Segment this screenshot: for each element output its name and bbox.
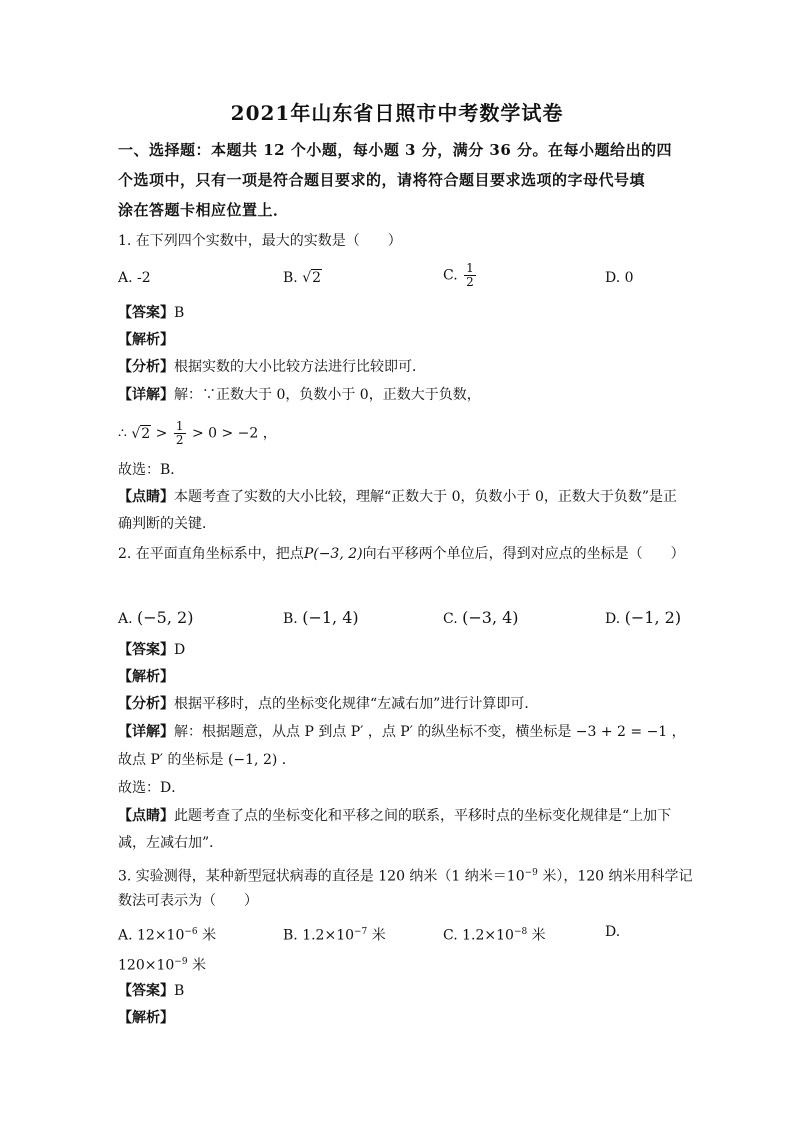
q3-analysis-heading: 【解析】 bbox=[118, 1010, 174, 1026]
q1-inequality-radicand: 2 bbox=[141, 425, 151, 442]
q2-stem bbox=[118, 544, 685, 564]
q3-option-d-unit: 米 bbox=[187, 957, 207, 974]
q1-fenxi-tag: 【分析】 bbox=[118, 359, 174, 375]
q3-option-a-label: A. bbox=[118, 927, 133, 944]
q1-answer-value: B bbox=[174, 305, 185, 321]
q3-option-c bbox=[443, 922, 546, 946]
q1-option-c-fraction bbox=[464, 262, 476, 289]
q2-xiangjie-line-2: 故点 P′ 的坐标是 (−1, 2) ． bbox=[118, 752, 296, 768]
q2-dianjing-tag: 【点睛】 bbox=[118, 808, 174, 824]
q2-fenxi-text: 根据平移时，点的坐标变化规律“左减右加”进行计算即可． bbox=[174, 696, 539, 712]
q2-option-d-label: D. bbox=[605, 611, 621, 627]
q2-fenxi-tag: 【分析】 bbox=[118, 696, 174, 712]
q2-option-d bbox=[605, 608, 681, 629]
q3-option-c-label: C. bbox=[443, 927, 458, 944]
q1-dianjing-line-2: 确判断的关键． bbox=[118, 516, 216, 532]
q2-option-a-value: (−5, 2) bbox=[137, 608, 194, 627]
q1-inequality-prefix: ∴ bbox=[118, 425, 127, 442]
q2-option-a-label: A. bbox=[118, 611, 133, 627]
q2-answer-value: D bbox=[174, 642, 186, 658]
q2-fenxi bbox=[118, 694, 538, 714]
q3-answer-tag: 【答案】 bbox=[118, 983, 174, 999]
q2-answer-tag: 【答案】 bbox=[118, 642, 174, 658]
q2-analysis-heading: 【解析】 bbox=[118, 669, 174, 685]
q1-guxuan: 故选：B． bbox=[118, 462, 185, 478]
q3-answer-value: B bbox=[174, 983, 185, 999]
q3-option-a-unit: 米 bbox=[197, 927, 217, 944]
q3-option-a-base: 12×10 bbox=[137, 927, 185, 944]
q1-analysis-heading: 【解析】 bbox=[118, 332, 174, 348]
q1-option-b-label: B. bbox=[283, 270, 298, 286]
q3-option-d bbox=[118, 952, 206, 976]
q2-guxuan: 故选：D． bbox=[118, 780, 186, 796]
section-heading-line-2: 个选项中，只有一项是符合题目要求的，请将符合题目要求选项的字母代号填 bbox=[118, 171, 646, 189]
q2-option-c-label: C. bbox=[443, 611, 458, 627]
q3-option-b bbox=[283, 922, 386, 946]
q1-option-b bbox=[283, 268, 322, 288]
q2-dianjing-text-1: 此题考查了点的坐标变化和平移之间的联系，平移时点的坐标变化规律是“上加下 bbox=[174, 808, 672, 824]
q3-option-b-unit: 米 bbox=[367, 927, 386, 944]
q3-option-a bbox=[118, 922, 216, 946]
q2-option-a bbox=[118, 608, 193, 629]
q1-dianjing-text-1: 本题考查了实数的大小比较，理解“正数大于 0，负数小于 0，正数大于负数”是正 bbox=[174, 489, 678, 505]
q1-option-b-sqrt: √2 bbox=[302, 270, 322, 286]
q1-inequality-denominator: 2 bbox=[175, 433, 184, 447]
q1-fenxi bbox=[118, 357, 426, 377]
q3-option-c-base: 1.2×10 bbox=[462, 927, 514, 944]
q2-option-d-value: (−1, 2) bbox=[624, 608, 682, 627]
q1-inequality-fraction bbox=[174, 420, 186, 447]
q3-option-b-exponent: −7 bbox=[354, 927, 368, 937]
page-title: 2021年山东省日照市中考数学试卷 bbox=[230, 101, 564, 125]
q2-xiangjie bbox=[118, 722, 686, 742]
q1-dianjing-tag: 【点睛】 bbox=[118, 489, 174, 505]
q3-stem-line-1 bbox=[118, 863, 693, 887]
q1-stem: 1. 在下列四个实数中，最大的实数是（ ） bbox=[118, 233, 402, 249]
q1-inequality bbox=[118, 420, 277, 447]
q2-xiangjie-text: 解：根据题意，从点 P 到点 P′ ，点 P′ 的纵坐标不变，横坐标是 −3 + 2 = −1 ， bbox=[174, 724, 686, 740]
q1-xiangjie-text: 解：∵正数大于 0，负数小于 0，正数大于负数， bbox=[174, 387, 481, 403]
section-heading-line-1: 一、选择题：本题共 12 个小题，每小题 3 分，满分 36 分。在每小题给出的四 bbox=[118, 141, 673, 159]
q1-answer-tag: 【答案】 bbox=[118, 305, 174, 321]
q3-stem-line-2: 数法可表示为（ ） bbox=[118, 893, 258, 909]
q3-option-c-exponent: −8 bbox=[513, 927, 528, 937]
q1-option-d: D. 0 bbox=[605, 270, 634, 286]
q2-option-b-label: B. bbox=[283, 611, 298, 627]
q3-option-d-label: D. bbox=[605, 924, 621, 940]
q1-option-c-label: C. bbox=[443, 267, 458, 284]
q2-option-b-value: (−1, 4) bbox=[302, 608, 359, 627]
q1-option-a: A. -2 bbox=[118, 270, 151, 286]
section-heading-line-3: 涂在答题卡相应位置上． bbox=[118, 201, 289, 219]
q1-fenxi-text: 根据实数的大小比较方法进行比较即可． bbox=[174, 359, 426, 375]
q1-answer bbox=[118, 303, 184, 323]
q1-option-c bbox=[443, 262, 478, 289]
q2-xiangjie-tag: 【详解】 bbox=[118, 724, 174, 740]
q1-option-c-denominator: 2 bbox=[466, 275, 474, 289]
q2-option-c-value: (−3, 4) bbox=[462, 608, 519, 627]
q3-stem-exponent: −9 bbox=[524, 868, 538, 878]
q2-stem-text: 2. 在平面直角坐标系中，把点 bbox=[118, 546, 304, 562]
q1-inequality-sqrt: √2 bbox=[131, 425, 151, 442]
q1-option-b-radicand: 2 bbox=[312, 270, 322, 286]
q2-stem-point: P(−3, 2) bbox=[303, 546, 363, 562]
q1-dianjing-line-1 bbox=[118, 487, 677, 507]
q2-option-c bbox=[443, 608, 519, 629]
q1-option-c-numerator: 1 bbox=[466, 261, 474, 275]
q2-option-b bbox=[283, 608, 359, 629]
q1-xiangjie-tag: 【详解】 bbox=[118, 387, 174, 403]
q2-answer bbox=[118, 640, 185, 660]
q3-answer bbox=[118, 981, 184, 1001]
q1-xiangjie bbox=[118, 385, 481, 405]
q3-stem-text-b: 米），120 纳米用科学记 bbox=[537, 868, 693, 885]
q1-inequality-tail: > 0 > −2 ， bbox=[191, 425, 277, 442]
q3-option-d-base: 120×10 bbox=[118, 957, 175, 974]
q3-option-b-label: B. bbox=[283, 927, 298, 944]
q3-option-a-exponent: −6 bbox=[184, 927, 198, 937]
q3-stem-text-a: 3. 实验测得，某种新型冠状病毒的直径是 120 纳米（1 纳米＝10 bbox=[118, 868, 525, 885]
q3-option-c-unit: 米 bbox=[527, 927, 546, 944]
q2-dianjing-line-2: 减，左减右加”． bbox=[118, 835, 224, 851]
q3-option-d-exponent: −9 bbox=[174, 957, 188, 967]
q3-option-b-base: 1.2×10 bbox=[302, 927, 355, 944]
q1-inequality-numerator: 1 bbox=[175, 419, 184, 433]
q1-inequality-gt: > bbox=[155, 425, 168, 442]
q2-stem-tail: 向右平移两个单位后，得到对应点的坐标是（ ） bbox=[362, 546, 685, 562]
q2-dianjing-line-1 bbox=[118, 806, 671, 826]
